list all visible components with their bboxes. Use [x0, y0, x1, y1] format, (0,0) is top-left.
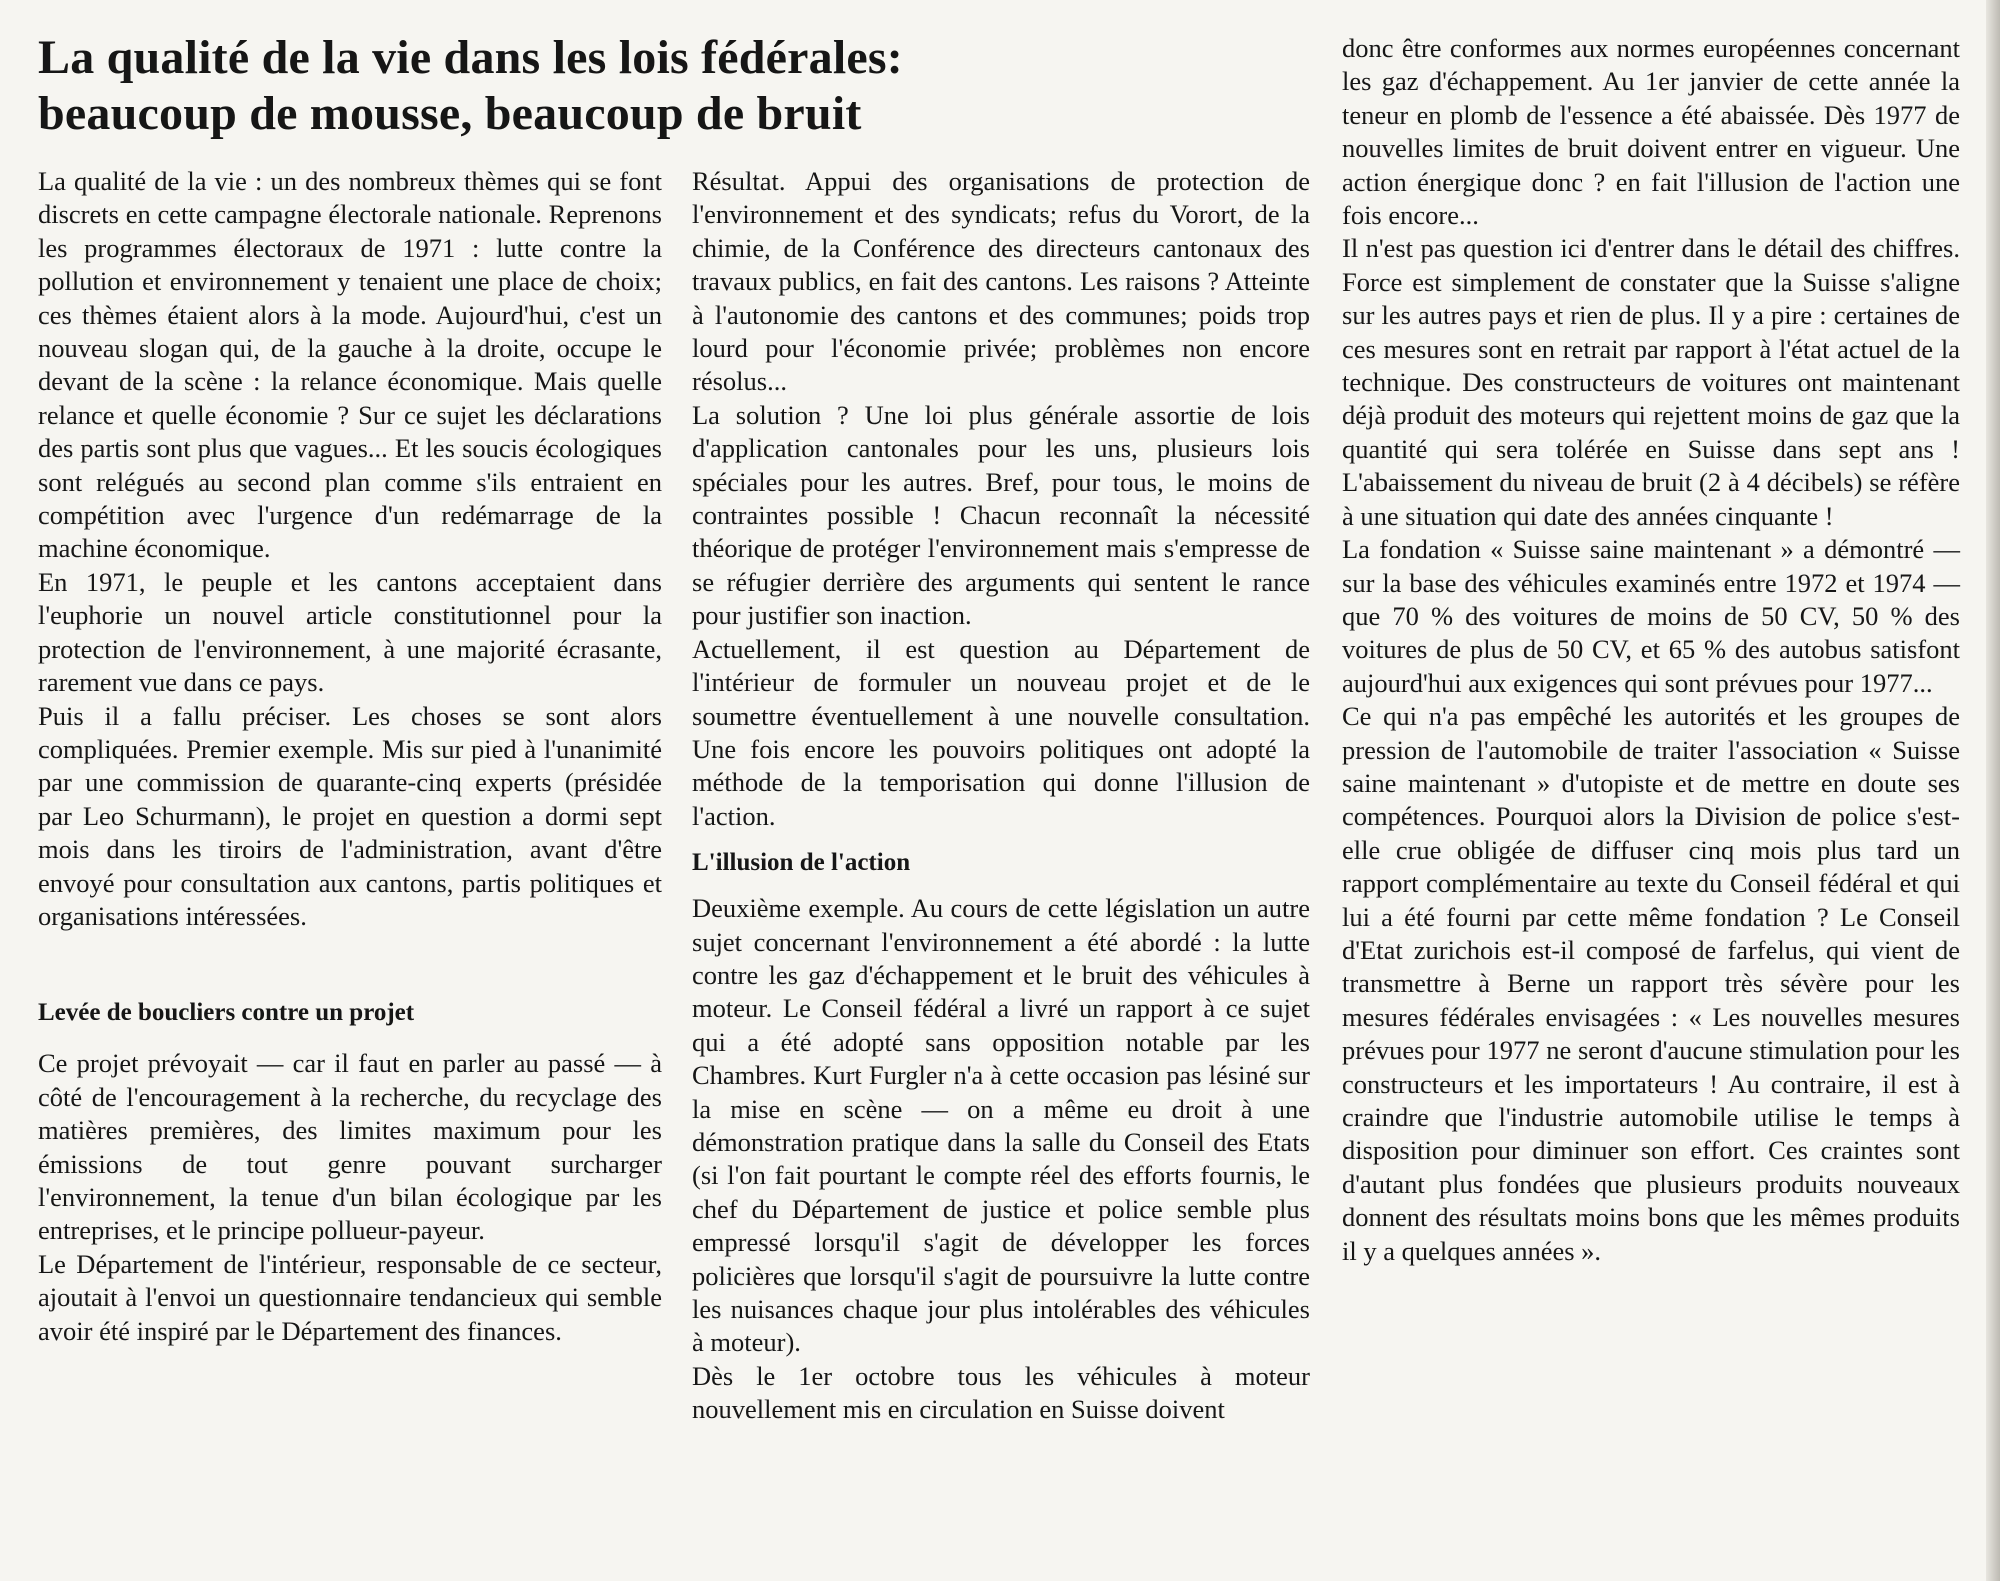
headline-line-1: La qualité de la vie dans les lois fédérales: — [38, 31, 903, 84]
paragraph: Ce projet prévoyait — car il faut en parler au passé — à côté de l'encouragement à la recherche, du recyclage des matières premières, des limites maximum pour les émissions de tout genre pouvant surcharger l'environnement, la tenue d'un bilan écologique par les entreprises, et le principe pollueur-payeur. — [38, 1048, 662, 1246]
paragraph: Actuellement, il est question au Département de l'intérieur de formuler un nouveau projet et de le soumettre éventuellement à une nouvelle consultation. Une fois encore les pouvoirs politiques ont adopté la méthode de la temporisation qui donne l'illusion de l'action. — [692, 633, 1310, 831]
paragraph: Puis il a fallu préciser. Les choses se sont alors compliquées. Premier exemple. Mis sur pied à l'unanimité par une commission de quarante-cinq experts (présidée par Leo Schurmann), le projet en question a dormi sept mois dans les tiroirs de l'administration, avant d'être envoyé pour consultation aux cantons, partis politiques et organisations intéressées. — [38, 700, 662, 931]
column-middle — [692, 165, 1310, 1427]
paragraph: donc être conformes aux normes européennes concernant les gaz d'échappement. Au 1er janvier de cette année la teneur en plomb de l'essence a été abaissée. Dès 1977 de nouvelles limites de bruit doivent entrer en vigueur. Une action énergique donc ? en fait l'illusion de l'action une fois encore... — [1342, 33, 1960, 231]
paragraph: Le Département de l'intérieur, responsable de ce secteur, ajoutait à l'envoi un questionnaire tendancieux qui semble avoir été inspiré par le Département des finances. — [38, 1248, 662, 1346]
headline-line-2: beaucoup de mousse, beaucoup de bruit — [38, 87, 862, 140]
paragraph: Deuxième exemple. Au cours de cette législation un autre sujet concernant l'environnement a été abordé : la lutte contre les gaz d'échappement et le bruit des véhicules à moteur. Le Conseil fédéral a livré un rapport à ce sujet qui a été adopté sans opposition notable par les Chambres. Kurt Furgler n'a à cette occasion pas lésiné sur la mise en scène — on a même eu droit à une démonstration pratique dans la salle du Conseil des Etats (si l'on fait pourtant le compte réel des efforts fournis, le chef du Département de justice et police semble plus empressé lorsqu'il s'agit de développer les forces policières que lorsqu'il s'agit de poursuivre la lutte contre les nuisances chaque jour plus intolérables des véhicules à moteur). — [692, 893, 1310, 1358]
section-heading: Levée de boucliers contre un projet — [38, 999, 415, 1027]
column-left — [38, 165, 662, 1348]
paragraph: En 1971, le peuple et les cantons acceptaient dans l'euphorie un nouvel article constitutionnel pour la protection de l'environnement, à une majorité écrasante, rarement vue dans ce pays. — [38, 566, 662, 698]
page-edge-shadow — [1986, 0, 2000, 1581]
section-heading: L'illusion de l'action — [692, 849, 911, 877]
paragraph: La solution ? Une loi plus générale assortie de lois d'application cantonales pour les uns, plusieurs lois spéciales pour les autres. Bref, pour tous, le moins de contraintes possible ! Chacun reconnaît la nécessité théorique de protéger l'environnement mais s'empresse de se réfugier derrière des arguments qui sentent le rance pour justifier son inaction. — [692, 399, 1310, 631]
paragraph: Résultat. Appui des organisations de protection de l'environnement et des syndicats; refus du Vorort, de la chimie, de la Conférence des directeurs cantonaux des travaux publics, en fait des cantons. Les raisons ? Atteinte à l'autonomie des cantons et des communes; poids trop lourd pour l'économie privée; problèmes non encore résolus... — [692, 166, 1310, 397]
paragraph: Il n'est pas question ici d'entrer dans le détail des chiffres. Force est simplement de constater que la Suisse s'aligne sur les autres pays et rien de plus. Il y a pire : certaines de ces mesures sont en retrait par rapport à l'état actuel de la technique. Des constructeurs de voitures ont maintenant déjà produit des moteurs qui rejettent moins de gaz que la quantité qui sera tolérée en Suisse dans sept ans ! L'abaissement du niveau de bruit (2 à 4 décibels) se réfère à une situation qui date des années cinquante ! — [1342, 233, 1960, 531]
column-right — [1342, 32, 1960, 1268]
paragraph: Dès le 1er octobre tous les véhicules à moteur nouvellement mis en circulation en Suisse doivent — [692, 1360, 1310, 1425]
paragraph: La qualité de la vie : un des nombreux thèmes qui se font discrets en cette campagne électorale nationale. Reprenons les programmes électoraux de 1971 : lutte contre la pollution et environnement y tenaient une place de choix; ces thèmes étaient alors à la mode. Aujourd'hui, c'est un nouveau slogan qui, de la gauche à la droite, occupe le devant de la scène : la relance économique. Mais quelle relance et quelle économie ? Sur ce sujet les déclarations des partis sont plus que vagues... Et les soucis écologiques sont relégués au second plan comme s'ils entraient en compétition avec l'urgence d'un redémarrage de la machine économique. — [38, 166, 662, 564]
paragraph: Ce qui n'a pas empêché les autorités et les groupes de pression de l'automobile de traiter l'association « Suisse saine maintenant » d'utopiste et de mettre en doute ses compétences. Pourquoi alors la Division de police s'est-elle crue obligée de diffuser cinq mois plus tard un rapport complémentaire au texte du Conseil fédéral et qui lui a été fourni par cette même fondation ? Le Conseil d'Etat zurichois est-il composé de farfelus, qui vient de transmettre à Berne un rapport très sévère pour les mesures fédérales envisagées : « Les nouvelles mesures prévues pour 1977 ne seront d'aucune stimulation pour les constructeurs et les importateurs ! Au contraire, il est à craindre que l'industrie automobile utilise le temps à disposition pour diminuer son effort. Ces craintes sont d'autant plus fondées que plusieurs produits nouveaux donnent des résultats moins bons que les mêmes produits il y a quelques années ». — [1342, 701, 1960, 1266]
article-headline — [38, 30, 1318, 142]
paragraph: La fondation « Suisse saine maintenant » a démontré — sur la base des véhicules examinés entre 1972 et 1974 — que 70 % des voitures de moins de 50 CV, 50 % des voitures de plus de 50 CV, et 65 % des autobus satisfont aujourd'hui aux exigences qui sont prévues pour 1977... — [1342, 534, 1960, 698]
